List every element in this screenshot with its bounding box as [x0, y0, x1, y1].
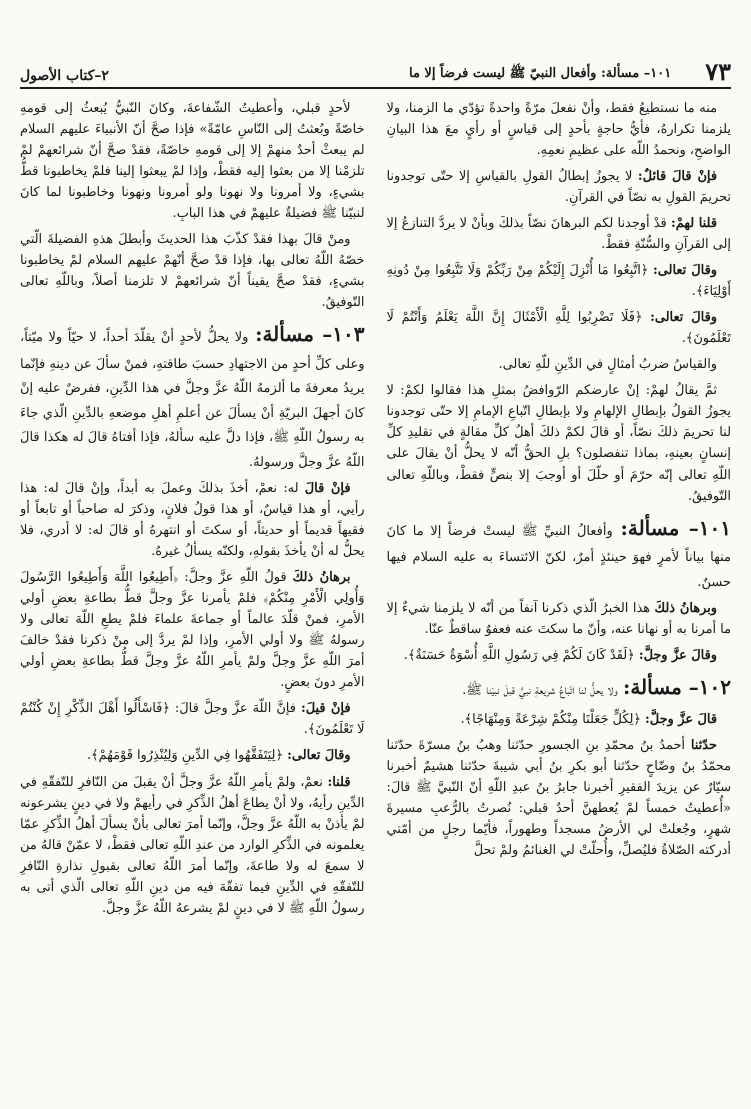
- book-title: ٢–كتاب الأصول: [20, 68, 109, 84]
- paragraph: [387, 380, 732, 506]
- paragraph: [20, 229, 365, 313]
- paragraph: [20, 772, 365, 919]
- masala-number: ١٠٣– مسألة:: [255, 322, 365, 347]
- paragraph-text: فإنَّ اللّهَ عزَّ وجلَّ قالَ: ﴿فَاسْأَلُوا أَهْلَ الذِّكْرِ إِنْ كُنْتُمْ لَا تَعْلَمُونَ﴾.: [20, 701, 365, 738]
- paragraph: [20, 745, 365, 766]
- paragraph-lead: وقالَ تعالى:: [653, 263, 717, 279]
- paragraph-lead: قلنا:: [327, 774, 351, 790]
- masala-text: ولا يحلُّ لنا اتّباعُ شريعةِ نبيٍّ قبلَ نبيّنا ﷺ.: [462, 683, 618, 699]
- paragraph-lead: فإنْ قيلَ:: [300, 701, 351, 717]
- paragraph: [20, 478, 365, 562]
- page-header: [20, 54, 731, 89]
- paragraph-lead: وقالَ تعالى:: [287, 748, 351, 764]
- masala-heading: [387, 671, 732, 704]
- paragraph: [387, 260, 732, 302]
- paragraph-text: ﴿لِكُلٍّ جَعَلْنَا مِنْكُمْ شِرْعَةً وَمِنْهَاجًا﴾.: [460, 711, 641, 727]
- paragraph-text: أحمدُ بنُ محمّدِ بنِ الجسورِ حدّثنا وهبُ بنُ مسرّةَ حدّثنا محمّدُ بنُ وضّاحٍ حدّثنا أبو بكرِ بنُ أبي شيبةَ حدّثنا هشيمٌ أخبرنا سيّارٌ عن يزيدَ الفقيرِ أخبرنا جابرُ بنُ عبدِ اللّهِ أنّ النّبيَّ ﷺ قالَ: «أُعطيتُ خمساً لمْ يُعطهنَّ أحدٌ قبلي: نُصرتُ بالرُّعبِ مسيرةَ شهرٍ، وجُعلتْ لي الأرضُ مسجداً وطهوراً، فأيّما رجلٍ من أمّتي أدركته الصّلاةُ فليُصلِّ، وأُحلّتْ لي الغنائمُ ولمْ تحلَّ: [386, 737, 731, 858]
- paragraph-lead: فإنْ قالَ قائلٌ:: [637, 169, 718, 185]
- paragraph-text: قدْ أوجدنا لكم البرهانَ نصّاً بذلكَ وبأنْ لا يردَّ التنازعُ إلا إلى القرآنِ والسُّنّةِ فقطْ.: [386, 216, 731, 253]
- running-title: ١٠١– مسألة: وأفعال النبيّ ﷺ ليست فرضاً إلا ما: [408, 66, 672, 81]
- paragraph-lead: وبرهانُ ذلكَ: [654, 601, 717, 617]
- paragraph: [387, 645, 732, 666]
- paragraph-text: ومنْ قالَ بهذا فقدْ كذّبَ هذا الحديثَ وأبطلَ هذهِ الفضيلةَ الّتي خصّهُ اللّهُ تعالى بها، فإذا قدْ صحَّ أنّهمْ عليهم السلام لمْ يخاطبونا بشيءٍ، فقدْ صحَّ يقيناً أنّ شرائعهمْ لا تلزمنا أصلاً، وباللّهِ تعالى التّوفيقُ.: [20, 232, 365, 311]
- paragraph-lead: قالَ عزَّ وجلَّ:: [645, 711, 717, 727]
- paragraph-text: والقياسُ ضربُ أمثالٍ في الدِّينِ للّهِ تعالى.: [498, 357, 717, 373]
- paragraph-text: قولُ اللّهِ عزَّ وجلَّ: ﴿أَطِيعُوا اللَّهَ وَأَطِيعُوا الرَّسُولَ وَأُولِي الْأَمْرِ مِنْكُمْ﴾ فلمْ يأمرنا عزَّ وجلَّ قطُّ بطاعةِ بعضِ أولي الأمرِ، فمنْ قلّدَ عالماً أو جماعةَ علماءَ فلمْ يطعِ اللّهَ تعالى ولا رسولهُ ﷺ ولا أولي الأمرِ، وإذا لمْ يردَّ إلى منْ ذكرنا فقدْ خالفَ أمرَ اللّهِ عزَّ وجلَّ ولمْ يأمرِ اللّهُ عزَّ وجلَّ قطُّ بطاعةِ بعضِ أولي الأمرِ دونَ بعضٍ.: [20, 570, 365, 691]
- paragraph-text: ﴿فَلَا تَضْرِبُوا لِلَّهِ الْأَمْثَالَ إِنَّ اللَّهَ يَعْلَمُ وَأَنْتُمْ لَا تَعْلَمُونَ﴾.: [386, 310, 731, 347]
- text-columns: [20, 98, 731, 1089]
- masala-number: ١٠١– مسألة:: [620, 515, 731, 540]
- paragraph-lead: برهانُ ذلكَ: [292, 570, 351, 586]
- paragraph: [387, 354, 732, 375]
- paragraph: [387, 709, 732, 730]
- paragraph-lead: فإنْ قالَ: [304, 481, 351, 497]
- paragraph-lead: قلنا لهمْ:: [670, 216, 717, 232]
- paragraph: [20, 98, 365, 224]
- right-column: [387, 98, 732, 1089]
- page-number: ٧٣: [705, 57, 731, 86]
- paragraph: [387, 598, 732, 640]
- paragraph-text: لا يجوزُ إبطالُ القولِ بالقياسِ إلا حتّى توجدونا تحريمَ القولِ به نصّاً في القرآنِ.: [386, 169, 731, 206]
- left-column: [20, 98, 365, 1089]
- paragraph: [20, 567, 365, 693]
- paragraph-lead: حدّثنا: [690, 737, 717, 753]
- paragraph-text: ﴿لِيَتَفَقَّهُوا فِي الدِّينِ وَلِيُنْذِرُوا قَوْمَهُمْ﴾.: [86, 748, 284, 764]
- paragraph-text: ثمَّ يقالُ لهمْ: إنْ عارضكم الرّوافضُ بمثلِ هذا فقالوا لكمْ: لا يجوزُ القولُ بإبطالِ الإلهامِ ولا بإبطالِ اتّباعِ الإمامِ إلا حتّى توجدونا لنا تحريمَ ذلكَ نصّاً، أو قالَ لكمْ ذلكَ أهلُ كلِّ مقالةٍ في تقليدِ كلِّ إنسانٍ بعينهِ، بماذا تنفصلون؟ بلِ الحقُّ أنّه لا يحلُّ أنْ يقالَ على اللّهِ تعالى إنّه حرّمَ أو حلّلَ أو أوجبَ إلا بنصٍّ فقطْ، وباللّهِ تعالى التّوفيقُ.: [386, 383, 731, 504]
- masala-heading: [387, 512, 732, 593]
- paragraph-text: ﴿لَقَدْ كَانَ لَكُمْ فِي رَسُولِ اللَّهِ أُسْوَةٌ حَسَنَةٌ﴾.: [403, 648, 635, 664]
- paragraph: [387, 98, 732, 161]
- paragraph-text: نعمْ، ولمْ يأمرِ اللّهُ عزَّ وجلَّ أنْ يقبلَ من النّافرِ للتّفقّهِ في الدِّينِ رأيهُ، ولا أنْ يطاعَ أهلُ الذِّكرِ في رأيهمْ ولا في دينٍ يشرعونه لمْ يأذنْ به اللّهُ عزَّ وجلَّ، وإنّما أمرَ تعالى بأنْ يسألَ أهلُ الذِّكرِ عمّا يعلمونه في الذِّكرِ الوارد من عندِ اللّهِ تعالى فقطْ، لا عمّنْ قالهُ من لا سمعَ له ولا طاعةَ، وإنّما أمرَ اللّهُ تعالى بقبولِ نذارةِ النّافرِ للتّفقّهِ في الدِّينِ فيما تفقّهَ فيه من دينِ اللّهِ تعالى الّذي أتى به رسولُ اللّهِ ﷺ لا في دينٍ لمْ يشرعهُ اللّهُ عزَّ وجلَّ.: [20, 774, 365, 916]
- paragraph: [387, 166, 732, 208]
- masala-text: ولا يحلُّ لأحدٍ أنْ يقلّدَ أحداً، لا حيّاً ولا ميّتاً، وعلى كلِّ أحدٍ من الاجتهادِ حسبَ طاقتهِ، فمنْ سألَ عن دينهِ فإنّما يريدُ معرفةَ ما ألزمهُ اللّهُ عزَّ وجلَّ في هذا الدِّينِ، ففرضٌ عليه إنْ كانَ أجهلَ البريّةِ أنْ يسألَ عن أعلمِ أهلِ موضعهِ بالدِّينِ الّذي جاءَ به رسولُ اللّهِ ﷺ، فإذا دلَّ عليه سألهُ، فإذا أفتاهُ قالَ له هكذا قالَ اللّهُ عزَّ وجلَّ ورسولهُ.: [20, 330, 365, 470]
- paragraph: [387, 307, 732, 349]
- paragraph-text: منه ما نستطيعُ فقط، وأنْ نفعلَ مرّةً واحدةً تؤدّي ما الزمنا، ولا يلزمنا تكرارهُ، فأيُّ حاجةٍ بأحدٍ إلى قياسٍ أو رأيٍ معَ هذا البيانِ الواضحِ، ونحمدُ اللّه على عظيمِ نعمِهِ.: [386, 101, 731, 159]
- paragraph-text: ﴿اتَّبِعُوا مَا أُنْزِلَ إِلَيْكُمْ مِنْ رَبِّكُمْ وَلَا تَتَّبِعُوا مِنْ دُونِهِ أَوْلِيَاءَ﴾.: [386, 263, 731, 300]
- paragraph-lead: وقالَ تعالى:: [650, 310, 717, 326]
- paragraph-text: له: نعمْ، أخذَ بذلكَ وعملَ به أبداً، وإنْ قالَ له: هذا رأيي، أو هذا قياسٌ، أو هذا قولُ فلانٍ، وذكرَ له صاحباً أو تابعاً أو فقيهاً قديماً أو حديثاً، أو سكتَ أو انتهرهُ أو قالَ له: لا أدري، فلا يحلُّ له أنْ يأخذَ بقولهِ، ولكنّه يسألُ غيرهُ.: [20, 481, 365, 560]
- paragraph-text: هذا الخبرُ الّذي ذكرنا آنفاً من أنّه لا يلزمنا شيءٌ إلا ما أمرنا به أو نهانا عنه، وأنّ ما سكتَ عنه فعفوٌ ساقطٌ عنّا.: [386, 601, 731, 638]
- masala-number: ١٠٢– مسألة:: [622, 675, 731, 700]
- paragraph: [387, 213, 732, 255]
- masala-text: وأفعالُ النبيِّ ﷺ ليستْ فرضاً إلا ما كانَ منها بياناً لأمرٍ فهوَ حينئذٍ أمرٌ، لكنّ الائتساءَ به عليه السلام فيها حسنٌ.: [386, 523, 731, 590]
- paragraph: [387, 735, 732, 861]
- masala-heading: [20, 318, 365, 473]
- paragraph-lead: وقالَ عزَّ وجلَّ:: [638, 648, 717, 664]
- paragraph-text: لأحدٍ قبلي، وأُعطيتُ الشّفاعةَ، وكانَ النّبيُّ يُبعثُ إلى قومهِ خاصّةً وبُعثتُ إلى النّاسِ عامّةً» فإذا صحَّ أنّ الأنبياءَ عليهم السلام لم يبعثْ أحدٌ منهمْ إلا إلى قومهِ خاصّةً، فقدْ صحَّ أنّ شرائعهمْ لمْ تلزمْنا إلا من بعثوا إليه فقطْ، وإذا لمْ يبعثوا إلينا فلمْ يخاطبونا قطُّ بشيءٍ، ولا أمرونا ولا نهونا ولو أمرونا ونهونا وخاطبونا لما كانَ لنبيّنا ﷺ فضيلةٌ عليهمْ في هذا البابِ.: [20, 101, 365, 222]
- paragraph: [20, 698, 365, 740]
